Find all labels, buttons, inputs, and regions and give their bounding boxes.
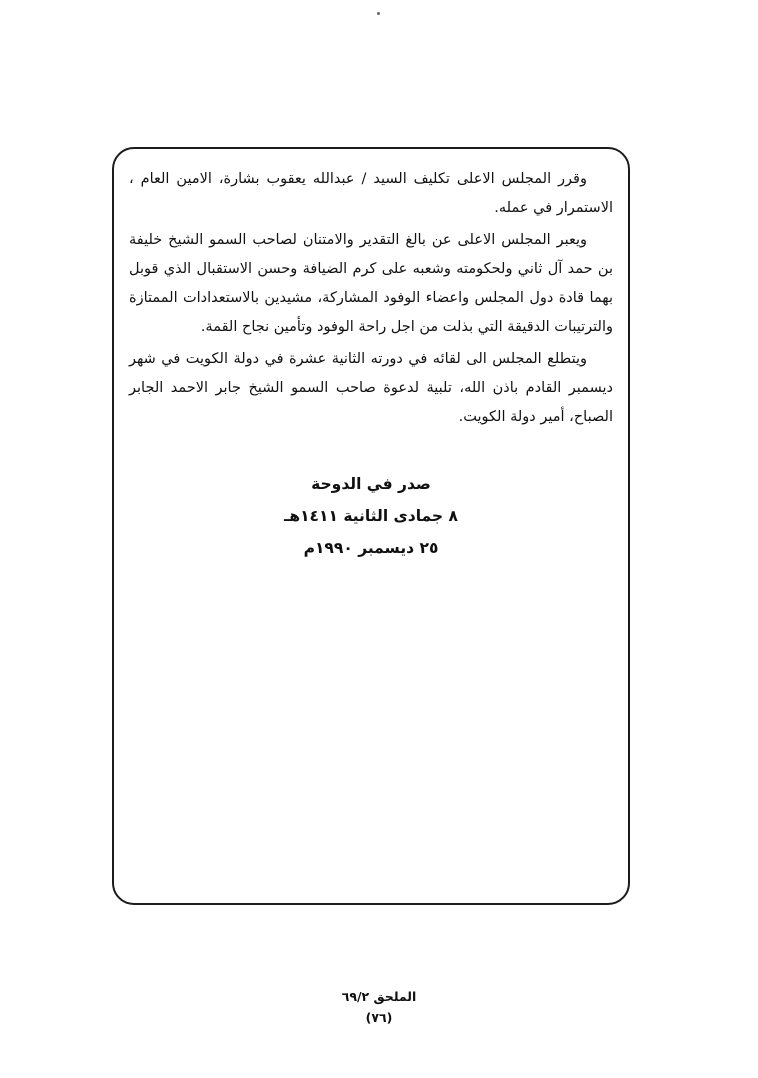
paragraph-gratitude-host: ويعبر المجلس الاعلى عن بالغ التقدير والامتنان لصاحب السمو الشيخ خليفة بن حمد آل ثاني ولحكومته وشعبه على كرم الضيافة وحسن الاستقبال الذي قوبل بهما قادة دول المجلس واعضاء الوفود المشاركة، مشيدين بالاستعدادات الممتازة والترتيبات الدقيقة التي بذلت من اجل راحة الوفود وتأمين نجاح القمة. — [129, 232, 613, 335]
paragraph-next-session: ويتطلع المجلس الى لقائه في دورته الثانية عشرة في دولة الكويت في شهر ديسمبر القادم باذن الله، تلبية لدعوة صاحب السمو الشيخ جابر الاحمد الجابر الصباح، أمير دولة الكويت. — [129, 351, 613, 425]
document-border-frame — [112, 147, 630, 905]
paragraph-secretary-general: وقرر المجلس الاعلى تكليف السيد / عبدالله يعقوب بشارة، الامين العام ، الاستمرار في عمله. — [129, 171, 613, 216]
annex-label: الملحق ٦٩/٢ — [341, 989, 417, 1004]
page-footer — [0, 986, 758, 1028]
issued-hijri-date-line: ٨ جمادى الثانية ١٤١١هـ — [284, 507, 458, 525]
scan-artifact-dot — [377, 12, 380, 15]
issued-place-line: صدر في الدوحة — [311, 475, 431, 493]
issuance-block — [129, 468, 613, 564]
issued-gregorian-date-line: ٢٥ ديسمبر ١٩٩٠م — [303, 539, 439, 557]
page-number: (٧٦) — [365, 1010, 393, 1025]
